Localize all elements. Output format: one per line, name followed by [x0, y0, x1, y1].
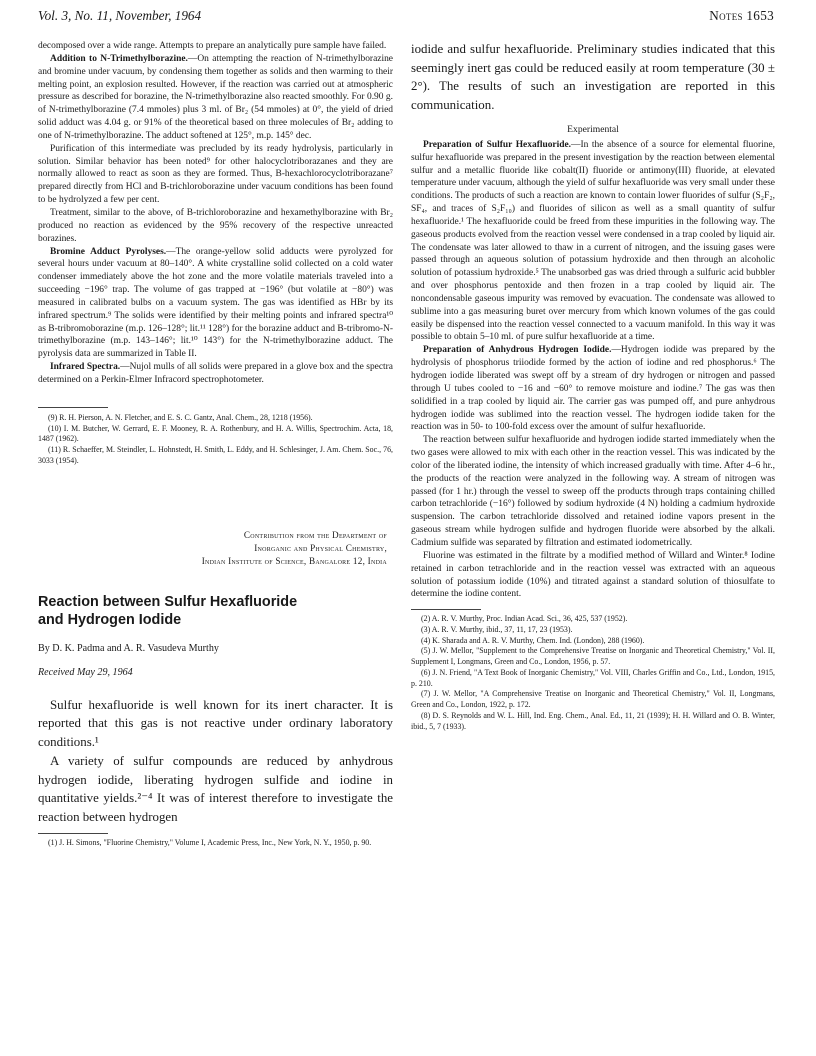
byline: By D. K. Padma and A. R. Vasudeva Murthy [38, 642, 219, 654]
footnote: (3) A. R. V. Murthy, ibid., 37, 11, 17, 23 (1953). [421, 624, 573, 634]
paragraph-purification: Purification of this intermediate was precluded by its ready hydrolysis, particularly in solution. Similar behavior has been noted⁹ for other halocyclotriborazanes and they are normally allowed to react as soon as they are formed. Thus, B-hexachlorocyclotriborazane⁷ prepared directly from HCl and B-trichloroborazine under vacuum conditions has been found to be hydrolyzed a few per cent. [38, 143, 393, 206]
footnote: (8) D. S. Reynolds and W. L. Hill, Ind. Eng. Chem., Anal. Ed., 11, 21 (1939); H. H. Willard and O. B. Winter, ibid., 5, 7 (1933). [411, 710, 775, 731]
affiliation-line: Inorganic and Physical Chemistry, [254, 542, 387, 553]
paragraph-treatment: Treatment, similar to the above, of B-trichloroborazine and hexamethylborazine with Br₂ produced no reaction as evidenced by the 95% recovery of the respective unreacted borazines. [38, 207, 393, 244]
run-in-heading: Infrared Spectra. [50, 362, 121, 373]
affiliation-line: Indian Institute of Science, Bangalore 12, India [201, 556, 387, 567]
page-label: Notes 1653 [709, 8, 774, 23]
paragraph-text: —The orange-yellow solid adducts were pyrolyzed for several hours under vacuum at 80–140°. A white crystalline solid collected on a cold water condenser immediately above the hot zone and the more volatile materials traveled into a succeeding −196° trap. The volume of gas trapped at −196° (but volatile at −80°) was measured in calibrated bulbs on a vacuum system. The gas was identified as HBr by its infrared spectrum.⁹ The solids were identified by their melting points and infrared spectra¹⁰ as B-tribromoborazine (m.p. 126–128°; lit.¹¹ 128°) for the borazine adduct and B-tribromo-N-trimethylborazine (m.p. 143–146°; lit.¹⁰ 143°) for the N-trimethylborazine adduct. The pyrolysis data are summarized in Table II. [38, 246, 393, 360]
paragraph-hi-preparation [411, 344, 775, 434]
continued-paragraph: decomposed over a wide range. Attempts to prepare an analytically pure sample have failed. [38, 41, 387, 51]
running-header [38, 8, 774, 28]
paragraph-text: —Nujol mulls of all solids were prepared in a glove box and the spectra determined on a Perkin-Elmer Infracord spectrophotometer. [38, 362, 393, 385]
run-in-heading: Bromine Adduct Pyrolyses. [50, 246, 167, 257]
paragraph-text: —On attempting the reaction of N-trimethylborazine and bromine under vacuum, by condensing them together as solids and then warming to their melting point, an explosion resulted. However, if the reaction was carried out at atmospheric pressure as described for borazine, the N-trimethylborazine also reacted smoothly. For 0.90 g. of N-trimethylborazine (7.4 mmoles) plus 3 ml. of Br₂ (54 mmoles) at 0°, the yield of dried solid adduct was 4.04 g. or 91% of the theoretical based on three molecules of Br₂ adding to one of N-trimethylborazine. The adduct softened at 125°, m.p. 145° dec. [38, 53, 393, 141]
footnote: (11) R. Schaeffer, M. Steindler, L. Hohnstedt, H. Smith, L. Eddy, and H. Schlesinger, J. Am. Chem. Soc., 76, 3033 (1954). [38, 445, 393, 465]
affiliation [38, 529, 393, 569]
paragraph-reaction: The reaction between sulfur hexafluoride and hydrogen iodide started immediately when the two gases were allowed to mix with each other in the reaction vessel. This was indicated by the color of the liberated iodine, the intensity of which increased gradually with time. After 4–6 hr., the products of the reaction were analyzed in the following way. A stream of nitrogen was passed (for 1 hr.) through the vessel to sweep off the products through traps containing chilled carbon tetrachloride (−16°) followed by sodium hydroxide (4 N) holding a cadmium hydroxide suspension. The carbon tetrachloride dissolved and retained iodine vapors present in the gaseous stream while hydrogen sulfide and hydrogen fluoride were absorbed by the alkali. Cadmium sulfide was separated by filtration and estimated iodometrically. [411, 435, 775, 548]
paragraph-fluorine-estimation: Fluorine was estimated in the filtrate by a modified method of Willard and Winter.⁸ Iodine retained in carbon tetrachloride and in the reaction vessel was extracted with an aqueous solution of potassium iodide (10%) and titrated against a standard solution of thiosulfate to determine the iodine content. [411, 550, 775, 600]
left-column [38, 40, 393, 1048]
right-column [411, 40, 775, 1048]
run-in-heading: Preparation of Anhydrous Hydrogen Iodide. [423, 345, 612, 356]
footnote: (4) K. Sharada and A. R. V. Murthy, Chem. Ind. (London), 288 (1960). [421, 635, 645, 645]
affiliation-line: Contribution from the Department of [243, 529, 387, 540]
intro-paragraph: Sulfur hexafluoride is well known for its inert character. It is reported that this gas is not reactive under ordinary laboratory conditions.¹ [38, 697, 393, 750]
title-line: and Hydrogen Iodide [38, 612, 182, 629]
paragraph-text: —In the absence of a source for elemental fluorine, sulfur hexafluoride was prepared in the present investigation by the reaction between elemental sulfur and a metallic fluoride like cobalt(II) fluoride or antimony(III) fluoride, at elevated temperature under vacuum, although the yield of sulfur hexafluoride was very small under these conditions. The products of such a reaction are known to contain lower fluorides of sulfur (S₂F₂, SF₄, and traces of S₂F₁₀) and fluorides of silicon as well as a small quantity of sulfur hexafluoride.¹ The hexafluoride could be freed from these impurities in the following way. The gaseous products evolved from the reaction vessel were condensed in a trap cooled by liquid air. The condensate was later allowed to thaw in a current of nitrogen, and the issuing gases were passed through an aqueous solution of potassium hydroxide and then through an alcoholic solution of potassium hydroxide.⁵ The unabsorbed gas was dried through a sulfuric acid bubbler and over phosphorus pentoxide and then frozen in a trap cooled by liquid air. The noncondensable gaseous impurity was removed by evacuation. The condensate was allowed to sublime into a gas measuring buret over mercury from which known volumes of the gas could easily be dispensed into the reaction vessel connected to a vacuum manifold. In this way it was possible to obtain 5–10 ml. of pure sulfur hexafluoride at a time. [411, 139, 775, 343]
received-date: Received May 29, 1964 [38, 666, 133, 678]
section-heading: Experimental [567, 123, 619, 135]
journal-info: Vol. 3, No. 11, November, 1964 [38, 8, 202, 23]
intro-continued: iodide and sulfur hexafluoride. Preliminary studies indicated that this seemingly inert gas could be reduced easily at room temperature (30 ± 2°). The results of such an investigation are reported in this communication. [411, 42, 775, 113]
article-title [38, 593, 393, 630]
footnote: (6) J. N. Friend, "A Text Book of Inorganic Chemistry," Vol. VIII, Charles Griffin and Co., Ltd., London, 1915, p. 210. [411, 667, 775, 688]
footnote: (9) R. H. Pierson, A. N. Fletcher, and E. S. C. Gantz, Anal. Chem., 28, 1218 (1956). [48, 412, 313, 422]
run-in-heading: Addition to N-Trimethylborazine. [50, 53, 188, 64]
footnote: (5) J. W. Mellor, "Supplement to the Comprehensive Treatise on Inorganic and Theoretical Chemistry," Vol. II, Supplement I, Longmans, Green and Co., London, 1956, p. 57. [411, 646, 775, 667]
intro-paragraph: A variety of sulfur compounds are reduced by anhydrous hydrogen iodide, liberating hydrogen sulfide and iodine in quantitative yields.²⁻⁴ It was of interest therefore to investigate the reaction between hydrogen [38, 753, 393, 824]
title-line: Reaction between Sulfur Hexafluoride [38, 593, 298, 610]
paragraph-trimethylborazine [38, 53, 393, 143]
paragraph-text: —Hydrogen iodide was prepared by the hydrolysis of phosphorus triiodide formed by the action of iodine and red phosphorus.⁶ The hydrogen iodide liberated was swept off by a stream of dry hydrogen or nitrogen and passed through U tubes cooled to −16 and −60° to remove moisture and iodine.⁷ The gas was then solidified in a trap cooled by liquid air. The carrier gas was pumped off, and pure anhydrous hydrogen iodide was sublimed into the reaction vessel. The hydrogen iodide taken for the reaction was in 50- to 100-fold excess over the amount of sulfur hexafluoride. [411, 345, 775, 433]
paragraph-infrared [38, 361, 393, 387]
run-in-heading: Preparation of Sulfur Hexafluoride. [423, 139, 572, 150]
paragraph-sf6-preparation [411, 139, 775, 345]
footnote: (2) A. R. V. Murthy, Proc. Indian Acad. Sci., 36, 425, 537 (1952). [421, 614, 628, 624]
paragraph-pyrolyses [38, 246, 393, 362]
footnote: (7) J. W. Mellor, "A Comprehensive Treatise on Inorganic and Theoretical Chemistry," Vol. II, Longmans, Green and Co., London, 1922, p. 172. [411, 689, 775, 710]
footnote: (10) I. M. Butcher, W. Gerrard, E. F. Mooney, R. A. Rothenbury, and H. A. Willis, Spectrochim. Acta, 18, 1487 (1962). [38, 423, 393, 444]
footnote: (1) J. H. Simons, "Fluorine Chemistry," Volume I, Academic Press, Inc., New York, N. Y., 1950, p. 90. [48, 837, 372, 847]
